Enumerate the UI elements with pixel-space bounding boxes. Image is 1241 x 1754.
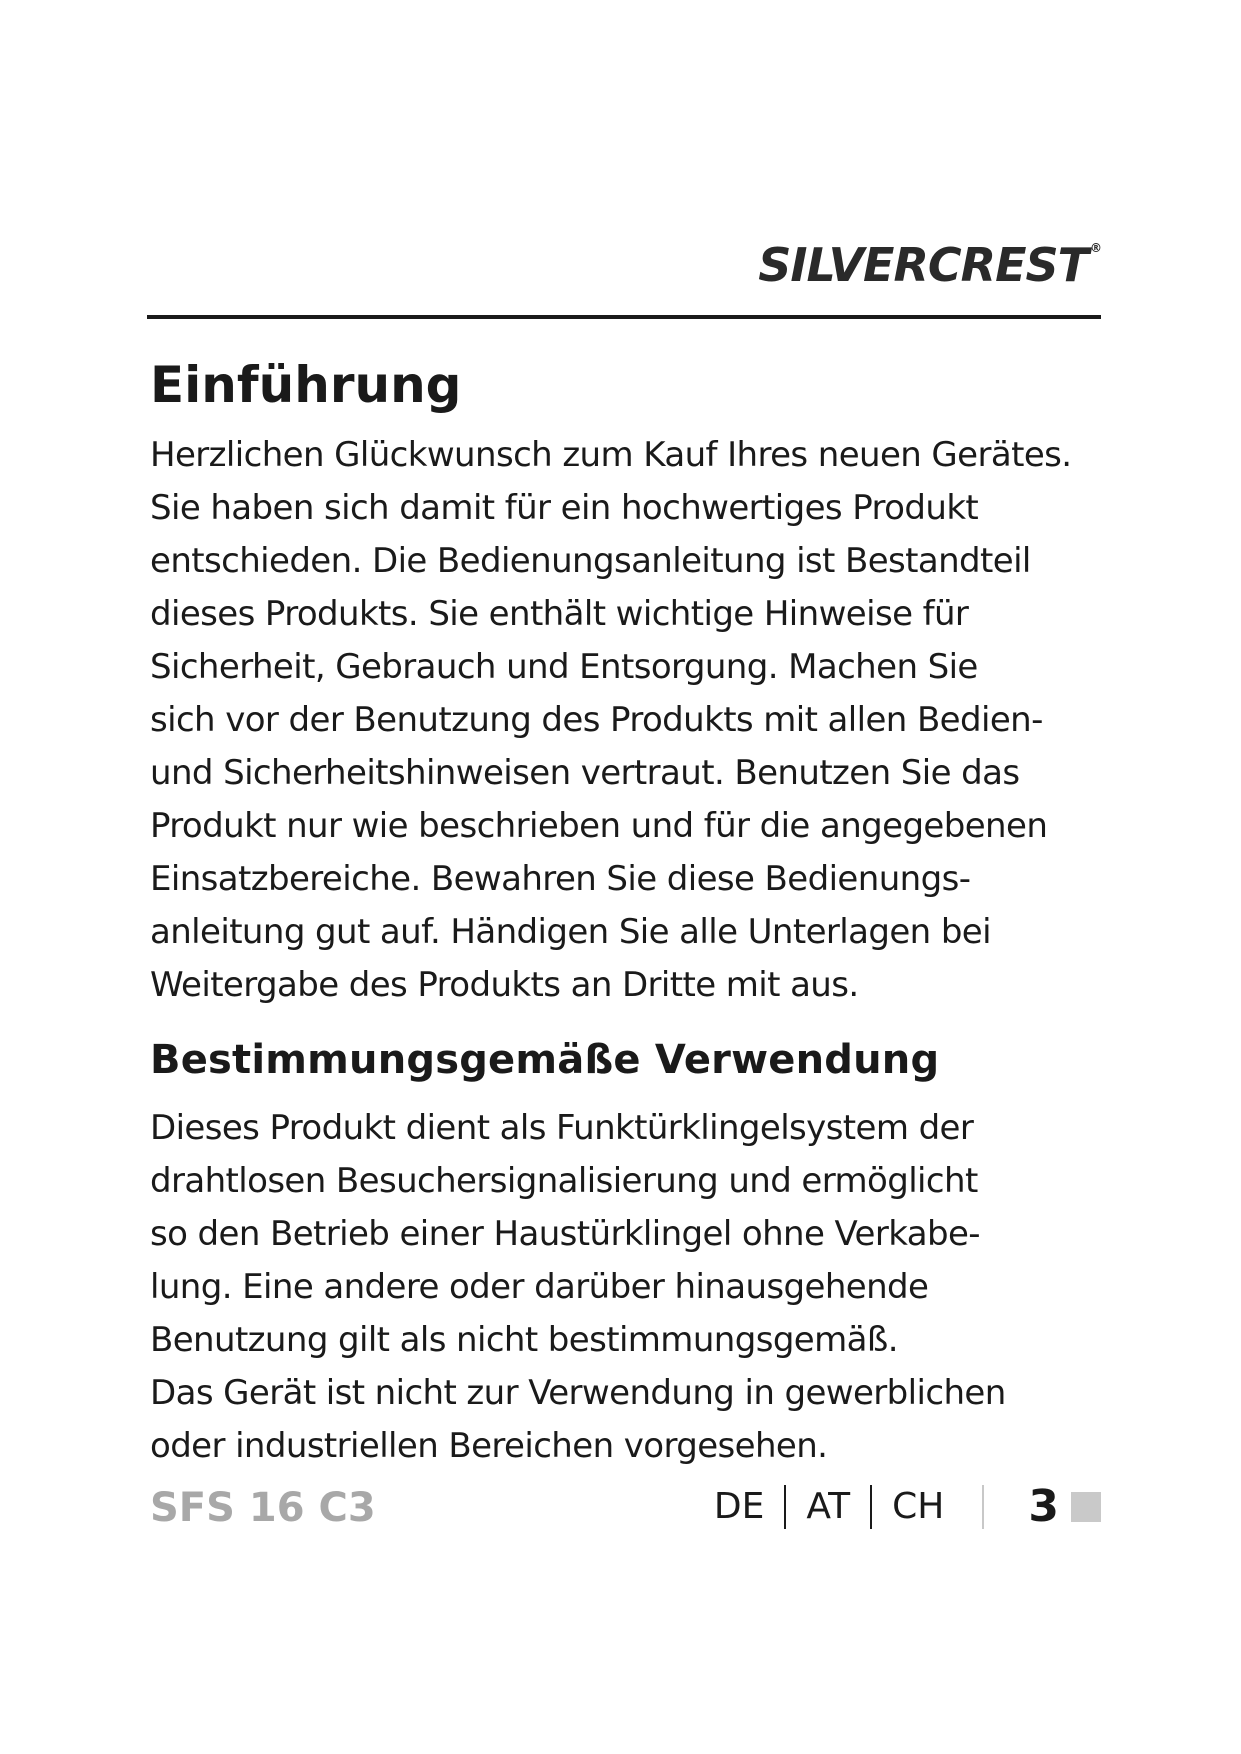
model-number: SFS 16 C3 [150,1485,376,1531]
usage-line: Benutzung gilt als nicht bestimmungsgemäß. [150,1320,898,1360]
intro-line: Sie haben sich damit für ein hochwertiges Produkt [150,488,979,528]
language-code: DE [713,1486,765,1527]
page-marker-square [1071,1492,1101,1522]
intro-line: dieses Produkts. Sie enthält wichtige Hinweise für [150,594,969,634]
registered-mark: ® [1090,241,1101,255]
intro-line: Herzlichen Glückwunsch zum Kauf Ihres neuen Gerätes. [150,435,1072,475]
usage-line: Das Gerät ist nicht zur Verwendung in gewerblichen [150,1373,1006,1413]
usage-line: so den Betrieb einer Haustürklingel ohne Verkabe- [150,1214,980,1254]
header-divider [147,315,1101,319]
language-separator [870,1485,872,1529]
intro-line: Weitergabe des Produkts an Dritte mit aus. [150,965,859,1005]
page-footer [714,1482,1101,1532]
usage-line: drahtlosen Besuchersignalisierung und ermöglicht [150,1161,978,1201]
usage-line: oder industriellen Bereichen vorgesehen. [150,1426,828,1466]
usage-line: Dieses Produkt dient als Funktürklingelsystem der [150,1108,974,1148]
usage-heading: Bestimmungsgemäße Verwendung [150,1037,940,1083]
intro-line: und Sicherheitshinweisen vertraut. Benutzen Sie das [150,753,1020,793]
intro-line: Einsatzbereiche. Bewahren Sie diese Bedienungs- [150,859,971,899]
brand-logo [758,238,1101,292]
brand-name: SILVERCREST [758,238,1088,292]
page-separator [982,1485,984,1529]
intro-line: sich vor der Benutzung des Produkts mit allen Bedien- [150,700,1043,740]
intro-heading: Einführung [150,356,462,414]
language-separator [784,1485,786,1529]
language-code: CH [892,1486,945,1527]
intro-line: Produkt nur wie beschrieben und für die angegebenen [150,806,1048,846]
language-code: AT [806,1486,851,1527]
usage-paragraph [150,1102,1006,1473]
intro-paragraph [150,429,1071,1012]
page-number: 3 [1028,1481,1059,1532]
intro-line: Sicherheit, Gebrauch und Entsorgung. Machen Sie [150,647,978,687]
intro-line: entschieden. Die Bedienungsanleitung ist Bestandteil [150,541,1031,581]
intro-line: anleitung gut auf. Händigen Sie alle Unterlagen bei [150,912,991,952]
usage-line: lung. Eine andere oder darüber hinausgehende [150,1267,929,1307]
